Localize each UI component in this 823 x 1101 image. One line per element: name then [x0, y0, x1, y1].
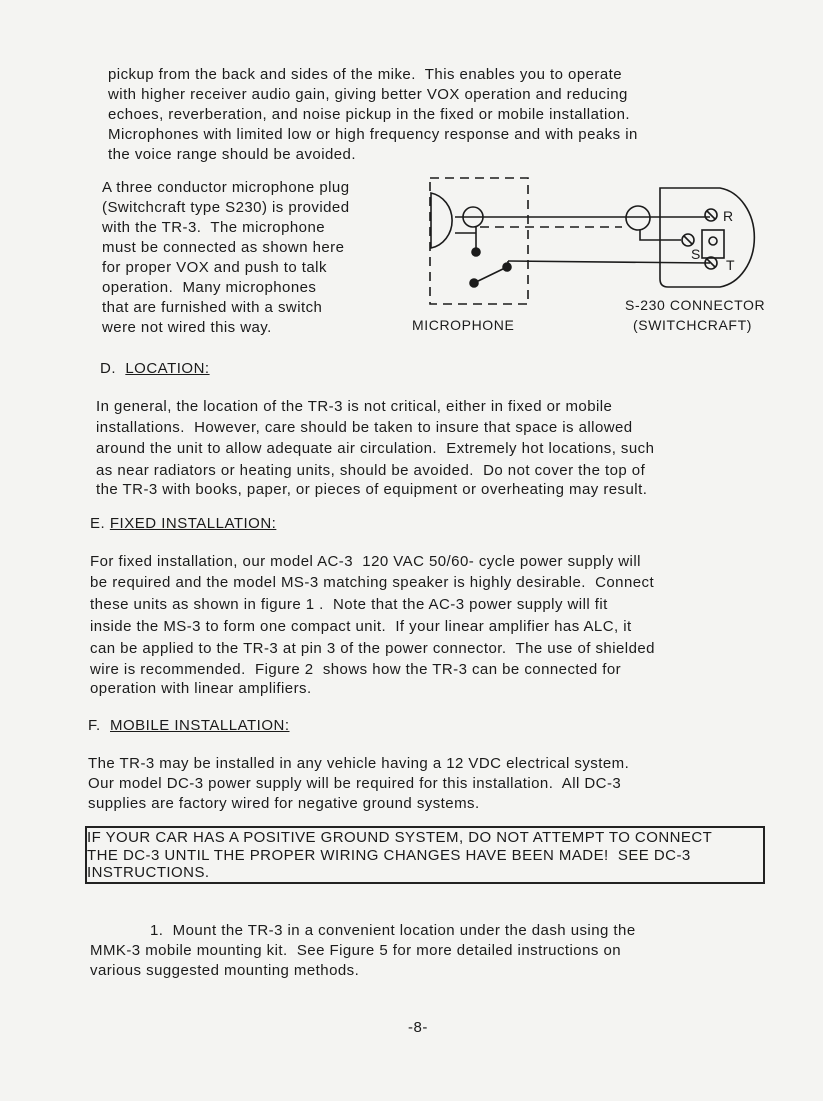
- text-line: were not wired this way.: [102, 319, 272, 336]
- text-line: operation with linear amplifiers.: [90, 680, 312, 697]
- step-line: 1. Mount the TR-3 in a convenient location under the dash using the: [150, 922, 636, 939]
- text-line: installations. However, care should be taken to insure that space is allowed: [96, 419, 633, 436]
- section-heading-fixed: E. FIXED INSTALLATION:: [90, 515, 277, 532]
- text-line: must be connected as shown here: [102, 239, 345, 256]
- text-line: pickup from the back and sides of the mike. This enables you to operate: [108, 66, 623, 83]
- text-line: Microphones with limited low or high frequency response and with peaks in: [108, 126, 638, 143]
- text-line: the TR-3 with books, paper, or pieces of equipment or overheating may result.: [96, 481, 648, 498]
- text-line: the voice range should be avoided.: [108, 146, 356, 163]
- page-number: -8-: [408, 1019, 428, 1036]
- text-line: with the TR-3. The microphone: [102, 219, 326, 236]
- text-line: For fixed installation, our model AC-3 120 VAC 50/60- cycle power supply will: [90, 553, 641, 570]
- text-line: A three conductor microphone plug: [102, 179, 350, 196]
- connector-wire-loop: [626, 206, 650, 230]
- warning-line: IF YOUR CAR HAS A POSITIVE GROUND SYSTEM, DO NOT ATTEMPT TO CONNECT: [87, 829, 713, 846]
- connector-sublabel: (SWITCHCRAFT): [633, 317, 753, 333]
- connector-label: S-230 CONNECTOR: [625, 297, 766, 313]
- text-line: as near radiators or heating units, should be avoided. Do not cover the top of: [96, 462, 646, 479]
- text-line: wire is recommended. Figure 2 shows how the TR-3 can be connected for: [90, 661, 622, 678]
- pin-r-label: R: [723, 208, 734, 224]
- section-heading-location: D. LOCATION:: [100, 360, 210, 377]
- warning-line: THE DC-3 UNTIL THE PROPER WIRING CHANGES HAVE BEEN MADE! SEE DC-3: [87, 847, 691, 864]
- text-line: In general, the location of the TR-3 is not critical, either in fixed or mobile: [96, 398, 613, 415]
- text-line: for proper VOX and push to talk: [102, 259, 327, 276]
- text-line: The TR-3 may be installed in any vehicle having a 12 VDC electrical system.: [88, 755, 630, 772]
- microphone-label: MICROPHONE: [412, 317, 515, 333]
- warning-line: INSTRUCTIONS.: [87, 864, 210, 881]
- text-line: Our model DC-3 power supply will be required for this installation. All DC-3: [88, 775, 622, 792]
- step-line: various suggested mounting methods.: [90, 962, 360, 979]
- text-line: around the unit to allow adequate air circulation. Extremely hot locations, such: [96, 440, 655, 457]
- text-line: that are furnished with a switch: [102, 299, 323, 316]
- text-line: these units as shown in figure 1 . Note that the AC-3 power supply will fit: [90, 596, 608, 613]
- microphone-element-icon: [431, 193, 452, 248]
- text-line: can be applied to the TR-3 at pin 3 of the power connector. The use of shielded: [90, 640, 655, 657]
- step-line: MMK-3 mobile mounting kit. See Figure 5 for more detailed instructions on: [90, 942, 622, 959]
- text-line: be required and the model MS-3 matching speaker is highly desirable. Connect: [90, 574, 655, 591]
- pin-t-label: T: [726, 257, 736, 273]
- section-heading-mobile: F. MOBILE INSTALLATION:: [88, 717, 290, 734]
- text-line: operation. Many microphones: [102, 279, 317, 296]
- text-line: with higher receiver audio gain, giving better VOX operation and reducing: [108, 86, 628, 103]
- text-line: inside the MS-3 to form one compact unit. If your linear amplifier has ALC, it: [90, 618, 632, 635]
- ptt-switch: [474, 267, 507, 283]
- text-line: (Switchcraft type S230) is provided: [102, 199, 350, 216]
- text-line: supplies are factory wired for negative ground systems.: [88, 795, 480, 812]
- s230-connector: [660, 188, 754, 287]
- text-line: echoes, reverberation, and noise pickup in the fixed or mobile installation.: [108, 106, 630, 123]
- pin-s-label: S: [691, 246, 701, 262]
